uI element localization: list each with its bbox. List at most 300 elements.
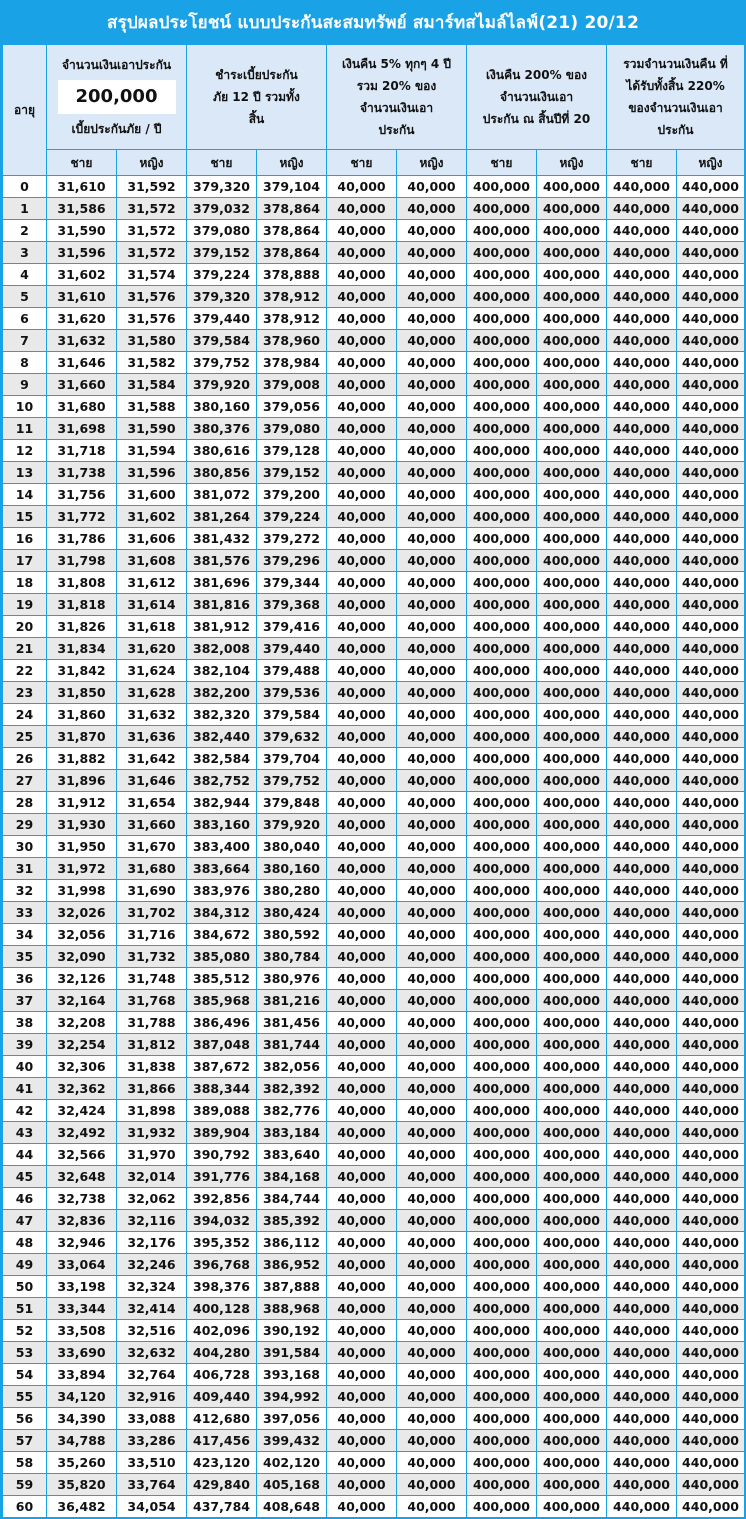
table-row: [3, 1276, 745, 1298]
value-cell: 378,912: [257, 308, 327, 330]
age-cell: 54: [3, 1364, 47, 1386]
value-cell: 440,000: [607, 1188, 677, 1210]
value-cell: 31,716: [117, 924, 187, 946]
age-cell: 7: [3, 330, 47, 352]
value-cell: 400,000: [537, 1232, 607, 1254]
value-cell: 40,000: [397, 902, 467, 924]
value-cell: 40,000: [327, 1408, 397, 1430]
value-cell: 40,000: [327, 286, 397, 308]
value-cell: 400,000: [537, 1342, 607, 1364]
cashback-5-header: เงินคืน 5% ทุกๆ 4 ปี รวม 20% ของจำนวนเงินเอา ประกัน: [327, 45, 467, 150]
value-cell: 440,000: [607, 660, 677, 682]
page-title: สรุปผลประโยชน์ แบบประกันสะสมทรัพย์ สมาร์ทสไมล์ไลฟ์(21) 20/12: [107, 12, 639, 33]
value-cell: 387,888: [257, 1276, 327, 1298]
value-cell: 440,000: [607, 506, 677, 528]
value-cell: 440,000: [607, 880, 677, 902]
value-cell: 379,152: [257, 462, 327, 484]
value-cell: 380,040: [257, 836, 327, 858]
value-cell: 400,000: [467, 440, 537, 462]
value-cell: 440,000: [677, 792, 745, 814]
value-cell: 32,764: [117, 1364, 187, 1386]
value-cell: 440,000: [677, 1122, 745, 1144]
value-cell: 379,032: [187, 198, 257, 220]
value-cell: 385,512: [187, 968, 257, 990]
table-row: [3, 308, 745, 330]
value-cell: 381,264: [187, 506, 257, 528]
value-cell: 379,272: [257, 528, 327, 550]
age-cell: 11: [3, 418, 47, 440]
age-cell: 46: [3, 1188, 47, 1210]
value-cell: 400,000: [467, 814, 537, 836]
value-cell: 381,912: [187, 616, 257, 638]
value-cell: 440,000: [677, 660, 745, 682]
value-cell: 440,000: [607, 220, 677, 242]
value-cell: 440,000: [677, 550, 745, 572]
value-cell: 32,738: [47, 1188, 117, 1210]
value-cell: 40,000: [397, 1452, 467, 1474]
value-cell: 32,208: [47, 1012, 117, 1034]
value-cell: 400,000: [467, 1342, 537, 1364]
value-cell: 31,670: [117, 836, 187, 858]
value-cell: 31,756: [47, 484, 117, 506]
value-cell: 379,752: [187, 352, 257, 374]
age-cell: 5: [3, 286, 47, 308]
value-cell: 31,680: [47, 396, 117, 418]
value-cell: 381,072: [187, 484, 257, 506]
value-cell: 400,000: [537, 1254, 607, 1276]
value-cell: 440,000: [677, 572, 745, 594]
age-cell: 47: [3, 1210, 47, 1232]
value-cell: 400,000: [537, 308, 607, 330]
value-cell: 400,000: [467, 1320, 537, 1342]
value-cell: 32,306: [47, 1056, 117, 1078]
value-cell: 400,000: [467, 242, 537, 264]
female-header: หญิง: [117, 150, 187, 176]
value-cell: 395,352: [187, 1232, 257, 1254]
value-cell: 440,000: [607, 528, 677, 550]
value-cell: 40,000: [327, 770, 397, 792]
value-cell: 440,000: [677, 1276, 745, 1298]
value-cell: 400,000: [537, 814, 607, 836]
value-cell: 31,580: [117, 330, 187, 352]
value-cell: 400,000: [537, 880, 607, 902]
value-cell: 386,496: [187, 1012, 257, 1034]
value-cell: 40,000: [327, 660, 397, 682]
value-cell: 40,000: [327, 1188, 397, 1210]
value-cell: 440,000: [607, 1078, 677, 1100]
value-cell: 400,000: [537, 176, 607, 198]
value-cell: 400,000: [537, 1474, 607, 1496]
value-cell: 31,620: [117, 638, 187, 660]
value-cell: 31,998: [47, 880, 117, 902]
value-cell: 400,000: [537, 1100, 607, 1122]
age-cell: 38: [3, 1012, 47, 1034]
value-cell: 40,000: [397, 1408, 467, 1430]
value-cell: 40,000: [327, 1144, 397, 1166]
table-row: [3, 770, 745, 792]
value-cell: 440,000: [677, 308, 745, 330]
value-cell: 31,594: [117, 440, 187, 462]
value-cell: 40,000: [327, 1254, 397, 1276]
value-cell: 31,632: [117, 704, 187, 726]
value-cell: 400,000: [467, 946, 537, 968]
value-cell: 400,000: [537, 1122, 607, 1144]
value-cell: 440,000: [607, 968, 677, 990]
table-row: [3, 1056, 745, 1078]
value-cell: 32,176: [117, 1232, 187, 1254]
value-cell: 440,000: [607, 352, 677, 374]
value-cell: 33,344: [47, 1298, 117, 1320]
value-cell: 440,000: [607, 198, 677, 220]
value-cell: 440,000: [677, 264, 745, 286]
value-cell: 400,000: [467, 1254, 537, 1276]
value-cell: 379,344: [257, 572, 327, 594]
value-cell: 440,000: [607, 1496, 677, 1518]
value-cell: 31,812: [117, 1034, 187, 1056]
value-cell: 40,000: [327, 1210, 397, 1232]
age-cell: 27: [3, 770, 47, 792]
value-cell: 32,916: [117, 1386, 187, 1408]
value-cell: 40,000: [327, 1232, 397, 1254]
value-cell: 31,702: [117, 902, 187, 924]
value-cell: 381,456: [257, 1012, 327, 1034]
value-cell: 440,000: [677, 616, 745, 638]
value-cell: 400,000: [467, 352, 537, 374]
table-row: [3, 968, 745, 990]
value-cell: 440,000: [677, 1232, 745, 1254]
value-cell: 400,000: [467, 1364, 537, 1386]
value-cell: 40,000: [397, 396, 467, 418]
value-cell: 31,610: [47, 286, 117, 308]
value-cell: 40,000: [397, 1144, 467, 1166]
value-cell: 383,976: [187, 880, 257, 902]
value-cell: 402,120: [257, 1452, 327, 1474]
value-cell: 440,000: [607, 682, 677, 704]
value-cell: 440,000: [677, 748, 745, 770]
value-cell: 384,168: [257, 1166, 327, 1188]
value-cell: 31,646: [47, 352, 117, 374]
value-cell: 31,882: [47, 748, 117, 770]
value-cell: 440,000: [607, 1364, 677, 1386]
value-cell: 40,000: [397, 1210, 467, 1232]
value-cell: 31,748: [117, 968, 187, 990]
value-cell: 40,000: [397, 946, 467, 968]
value-cell: 440,000: [677, 968, 745, 990]
value-cell: 40,000: [397, 858, 467, 880]
table-row: [3, 440, 745, 462]
value-cell: 440,000: [607, 418, 677, 440]
age-cell: 43: [3, 1122, 47, 1144]
value-cell: 400,000: [467, 660, 537, 682]
value-cell: 400,000: [467, 484, 537, 506]
table-row: [3, 506, 745, 528]
value-cell: 400,000: [467, 286, 537, 308]
value-cell: 32,566: [47, 1144, 117, 1166]
value-cell: 440,000: [607, 462, 677, 484]
value-cell: 33,894: [47, 1364, 117, 1386]
value-cell: 40,000: [397, 1276, 467, 1298]
value-cell: 379,152: [187, 242, 257, 264]
value-cell: 440,000: [677, 704, 745, 726]
value-cell: 31,834: [47, 638, 117, 660]
value-cell: 40,000: [397, 418, 467, 440]
value-cell: 400,000: [537, 704, 607, 726]
age-cell: 0: [3, 176, 47, 198]
age-cell: 37: [3, 990, 47, 1012]
value-cell: 383,664: [187, 858, 257, 880]
value-cell: 400,000: [467, 858, 537, 880]
age-cell: 52: [3, 1320, 47, 1342]
value-cell: 379,080: [257, 418, 327, 440]
value-cell: 40,000: [327, 726, 397, 748]
value-cell: 40,000: [327, 858, 397, 880]
table-row: [3, 1034, 745, 1056]
value-cell: 440,000: [677, 462, 745, 484]
value-cell: 390,792: [187, 1144, 257, 1166]
age-cell: 42: [3, 1100, 47, 1122]
value-cell: 400,000: [467, 462, 537, 484]
table-row: [3, 1254, 745, 1276]
value-cell: 382,944: [187, 792, 257, 814]
value-cell: 400,000: [537, 902, 607, 924]
age-cell: 14: [3, 484, 47, 506]
value-cell: 398,376: [187, 1276, 257, 1298]
value-cell: 31,606: [117, 528, 187, 550]
value-cell: 440,000: [677, 836, 745, 858]
value-cell: 382,056: [257, 1056, 327, 1078]
value-cell: 31,970: [117, 1144, 187, 1166]
value-cell: 40,000: [397, 1078, 467, 1100]
value-cell: 31,624: [117, 660, 187, 682]
value-cell: 440,000: [677, 1386, 745, 1408]
value-cell: 385,968: [187, 990, 257, 1012]
table-body: [3, 176, 745, 1518]
value-cell: 406,728: [187, 1364, 257, 1386]
value-cell: 400,000: [467, 880, 537, 902]
value-cell: 379,920: [187, 374, 257, 396]
age-cell: 6: [3, 308, 47, 330]
value-cell: 440,000: [607, 440, 677, 462]
male-header: ชาย: [47, 150, 117, 176]
age-cell: 17: [3, 550, 47, 572]
value-cell: 388,968: [257, 1298, 327, 1320]
value-cell: 379,440: [257, 638, 327, 660]
table-row: [3, 748, 745, 770]
value-cell: 400,000: [537, 264, 607, 286]
value-cell: 31,838: [117, 1056, 187, 1078]
value-cell: 40,000: [397, 1254, 467, 1276]
value-cell: 400,000: [537, 1320, 607, 1342]
age-cell: 2: [3, 220, 47, 242]
value-cell: 440,000: [677, 286, 745, 308]
age-cell: 59: [3, 1474, 47, 1496]
value-cell: 440,000: [677, 484, 745, 506]
value-cell: 379,488: [257, 660, 327, 682]
value-cell: 400,000: [467, 572, 537, 594]
table-row: [3, 242, 745, 264]
value-cell: 440,000: [607, 242, 677, 264]
value-cell: 40,000: [327, 1056, 397, 1078]
value-cell: 40,000: [397, 770, 467, 792]
age-cell: 1: [3, 198, 47, 220]
value-cell: 40,000: [397, 616, 467, 638]
value-cell: 440,000: [607, 1342, 677, 1364]
value-cell: 400,000: [467, 638, 537, 660]
cashback-200-header: เงินคืน 200% ของจำนวนเงินเอา ประกัน ณ สิ้นปีที่ 20: [467, 45, 607, 150]
value-cell: 31,718: [47, 440, 117, 462]
value-cell: 381,576: [187, 550, 257, 572]
value-cell: 32,516: [117, 1320, 187, 1342]
value-cell: 381,216: [257, 990, 327, 1012]
value-cell: 391,776: [187, 1166, 257, 1188]
age-cell: 30: [3, 836, 47, 858]
table-row: [3, 946, 745, 968]
value-cell: 440,000: [607, 902, 677, 924]
value-cell: 400,000: [537, 220, 607, 242]
table-row: [3, 1100, 745, 1122]
value-cell: 40,000: [397, 1320, 467, 1342]
value-cell: 40,000: [397, 528, 467, 550]
value-cell: 31,582: [117, 352, 187, 374]
value-cell: 31,732: [117, 946, 187, 968]
value-cell: 31,636: [117, 726, 187, 748]
value-cell: 32,414: [117, 1298, 187, 1320]
value-cell: 400,000: [467, 770, 537, 792]
value-cell: 380,976: [257, 968, 327, 990]
value-cell: 400,000: [537, 418, 607, 440]
value-cell: 400,000: [537, 682, 607, 704]
age-cell: 26: [3, 748, 47, 770]
value-cell: 40,000: [397, 836, 467, 858]
value-cell: 40,000: [397, 550, 467, 572]
table-row: [3, 836, 745, 858]
value-cell: 400,000: [537, 352, 607, 374]
value-cell: 386,952: [257, 1254, 327, 1276]
value-cell: 378,984: [257, 352, 327, 374]
age-cell: 31: [3, 858, 47, 880]
value-cell: 31,620: [47, 308, 117, 330]
total-220-header: รวมจำนวนเงินคืน ที่ได้รับทั้งสิ้น 220% ของจำนวนเงินเอา ประกัน: [607, 45, 745, 150]
value-cell: 40,000: [327, 528, 397, 550]
value-cell: 31,786: [47, 528, 117, 550]
age-cell: 25: [3, 726, 47, 748]
value-cell: 40,000: [397, 264, 467, 286]
value-cell: 440,000: [607, 550, 677, 572]
value-cell: 440,000: [607, 1386, 677, 1408]
value-cell: 440,000: [677, 946, 745, 968]
value-cell: 400,000: [467, 330, 537, 352]
value-cell: 404,280: [187, 1342, 257, 1364]
table-row: [3, 1474, 745, 1496]
value-cell: 440,000: [677, 440, 745, 462]
value-cell: 40,000: [397, 1386, 467, 1408]
value-cell: 400,000: [467, 1056, 537, 1078]
value-cell: 440,000: [677, 418, 745, 440]
value-cell: 31,772: [47, 506, 117, 528]
value-cell: 31,912: [47, 792, 117, 814]
value-cell: 437,784: [187, 1496, 257, 1518]
value-cell: 31,798: [47, 550, 117, 572]
value-cell: 379,632: [257, 726, 327, 748]
value-cell: 440,000: [677, 1452, 745, 1474]
value-cell: 382,392: [257, 1078, 327, 1100]
value-cell: 382,200: [187, 682, 257, 704]
value-cell: 31,584: [117, 374, 187, 396]
value-cell: 400,000: [537, 286, 607, 308]
value-cell: 400,000: [467, 1100, 537, 1122]
value-cell: 440,000: [677, 176, 745, 198]
value-cell: 400,000: [537, 836, 607, 858]
value-cell: 33,088: [117, 1408, 187, 1430]
value-cell: 400,000: [537, 1430, 607, 1452]
value-cell: 380,160: [187, 396, 257, 418]
value-cell: 400,000: [467, 528, 537, 550]
value-cell: 379,320: [187, 176, 257, 198]
age-cell: 19: [3, 594, 47, 616]
value-cell: 40,000: [397, 1430, 467, 1452]
table-row: [3, 1452, 745, 1474]
table-row: [3, 418, 745, 440]
value-cell: 40,000: [327, 264, 397, 286]
value-cell: 40,000: [327, 616, 397, 638]
value-cell: 400,000: [537, 440, 607, 462]
value-cell: 31,576: [117, 286, 187, 308]
value-cell: 380,784: [257, 946, 327, 968]
value-cell: 383,400: [187, 836, 257, 858]
value-cell: 31,600: [117, 484, 187, 506]
value-cell: 379,848: [257, 792, 327, 814]
value-cell: 32,014: [117, 1166, 187, 1188]
value-cell: 31,818: [47, 594, 117, 616]
value-cell: 32,062: [117, 1188, 187, 1210]
value-cell: 36,482: [47, 1496, 117, 1518]
value-cell: 400,000: [467, 616, 537, 638]
value-cell: 40,000: [397, 1298, 467, 1320]
table-row: [3, 792, 745, 814]
value-cell: 31,870: [47, 726, 117, 748]
value-cell: 31,642: [117, 748, 187, 770]
value-cell: 40,000: [397, 176, 467, 198]
age-cell: 4: [3, 264, 47, 286]
value-cell: 440,000: [677, 594, 745, 616]
value-cell: 383,640: [257, 1144, 327, 1166]
insured-amount: 200,000: [58, 80, 176, 114]
value-cell: 400,000: [467, 1474, 537, 1496]
value-cell: 388,344: [187, 1078, 257, 1100]
age-cell: 39: [3, 1034, 47, 1056]
value-cell: 40,000: [397, 1034, 467, 1056]
value-cell: 382,776: [257, 1100, 327, 1122]
value-cell: 400,000: [467, 1430, 537, 1452]
value-cell: 387,048: [187, 1034, 257, 1056]
value-cell: 400,000: [467, 550, 537, 572]
value-cell: 33,064: [47, 1254, 117, 1276]
age-header: อายุ: [3, 45, 47, 176]
value-cell: 31,632: [47, 330, 117, 352]
value-cell: 40,000: [397, 880, 467, 902]
value-cell: 31,896: [47, 770, 117, 792]
table-row: [3, 660, 745, 682]
value-cell: 31,588: [117, 396, 187, 418]
value-cell: 380,160: [257, 858, 327, 880]
value-cell: 40,000: [327, 1078, 397, 1100]
value-cell: 40,000: [327, 242, 397, 264]
age-cell: 22: [3, 660, 47, 682]
value-cell: 378,912: [257, 286, 327, 308]
value-cell: 40,000: [327, 990, 397, 1012]
value-cell: 400,000: [467, 748, 537, 770]
value-cell: 440,000: [677, 990, 745, 1012]
